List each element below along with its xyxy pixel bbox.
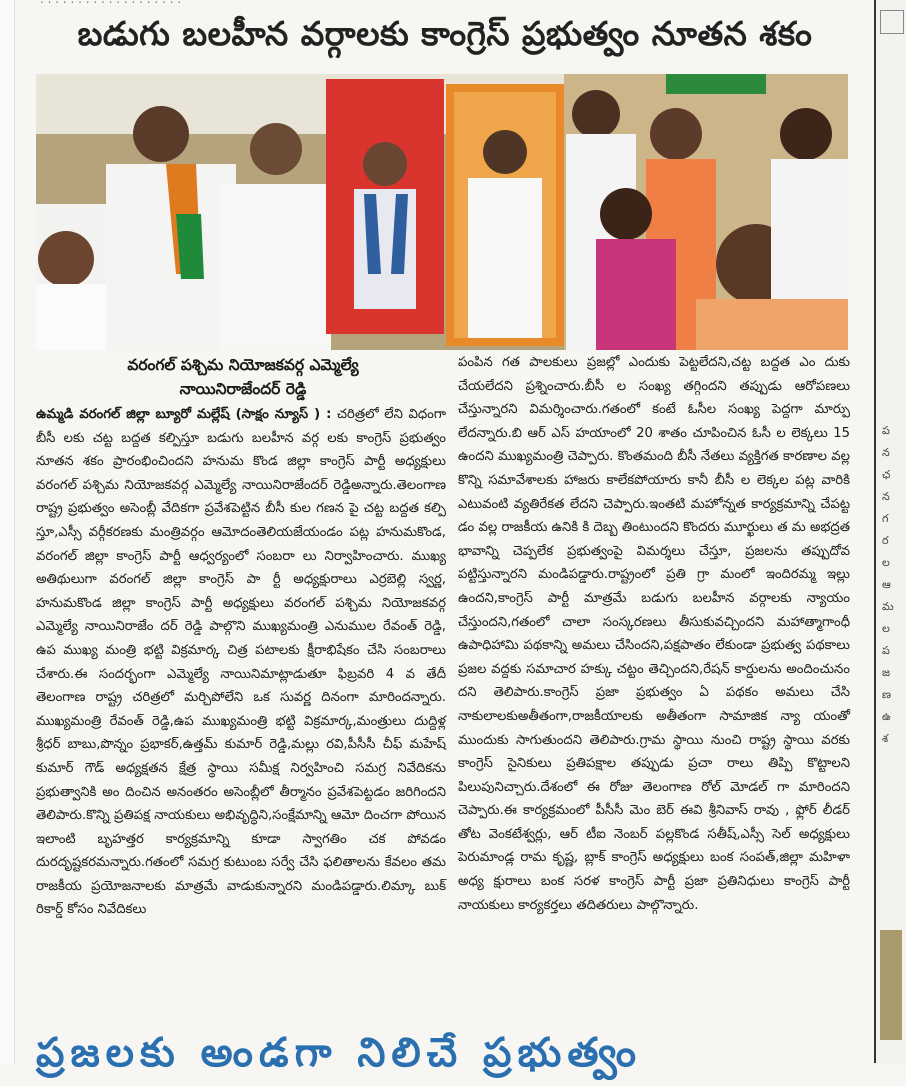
adjacent-photo — [880, 930, 902, 1040]
byline: ఉమ్మడి వరంగల్ జిల్లా బ్యూరో మల్లేష్ (సాక్షం న్యూస్ ) : — [36, 407, 332, 422]
column-1-text: చరిత్రలో లేని విధంగా బీసీ లకు చట్ట బద్దత కల్పిస్తూ బడుగు బలహీన వర్గ లకు కాంగ్రెస్ ప్రభుత్వం నూతన శకం ప్రారంభించిందని హనుమ కొండ జిల్లా కాంగ్రెస్ పార్టీ అధ్యక్షులు వరంగల్ పశ్చిమ నియోజకవర్గ ఎమ్మెల్యే నాయినిరాజేందర్ రెడ్డిఅన్నారు.తెలంగాణ రాష్ట్ర ప్రభుత్వం అసెంబ్లీ వేదికగా ప్రవేశపెట్టిన బీసీ కుల గణన పై చట్ట బద్దత కల్పి స్తూ,ఎస్సీ వర్గీకరణకు మంత్రివర్గం ఆమోదంతెలియజేయండం పట్ల హనుమకొండ, వరంగల్ జిల్లా కాంగ్రెస్ పార్టీ ఆధ్వర్యంలో సంబరా లు నిర్వాహించారు. ముఖ్య అతిథులుగా వరంగల్ జిల్లా కాంగ్రెస్ పా ర్టీ అధ్యక్షురాలు ఎర్రబెల్లి స్వర్ణ, హనుమకొండ జిల్లా కాంగ్రెస్ పార్టీ అధ్యక్షులు వరంగల్ పశ్చిమ నియోజకవర్గ ఎమ్మెల్యే నాయినిరాజేం దర్ రెడ్డి పాల్గొని ముఖ్యమంత్రి ఎనుముల రేవంత్ రెడ్డి, ఉప ముఖ్య మంత్రి భట్టి విక్రమార్క చిత్ర పటాలకు క్షీరాభిషేకం చేసి సంబరాలు చేశారు.ఈ సందర్భంగా ఎమ్మెల్యే నాయినిమాట్లాడుతూ ఫిబ్రవరి 4 వ తేదీ తెలంగాణ రాష్ట్ర చరిత్రలో మర్చిపోలేని ఒక సువర్ణ దినంగా మారిందన్నారు. ముఖ్యమంత్రి రేవంత్ రెడ్డి,ఉప ముఖ్యమంత్రి భట్టి విక్రమార్క,మంత్రులు దుద్దిళ్ల శ్రీధర్ బాబు,పొన్నం ప్రభాకర్,ఉత్తమ్ కుమార్ రెడ్డి,మల్లు రవి,పీసీసీ చీఫ్ మహేష్ కుమార్ గౌడ్ అధ్యక్షతన క్షేత్ర స్థాయి సమీక్ష నిర్వహించి సమగ్ర నివేదికను ప్రభుత్వానికి అం దించిన అనంతరం అసెంబ్లీలో తీర్మానం ప్రవేశపెట్టడం జరిగిందని తెలిపారు.కొన్ని ప్రతిపక్ష నాయకులు అభివృద్ధిని,సంక్షేమాన్ని ఆమో దించగా పోయిన ఇలాంటి బృహత్తర కార్యక్రమాన్ని కూడా స్వాగతిం చక పోవడం దురదృష్టకరమన్నారు.గతంలో సమగ్ర కుటుంబ సర్వే చేసి ఫలితాలను కేవలం తమ రాజకీయ ప్రయోజనాలకు మాత్రమే వాడుకున్నారని మండిపడ్డారు.లిమ్కా బుక్ రికార్డ్ కోసం నివేదికలు — [36, 407, 446, 918]
next-headline-fragment: ప్రజలకు అండగా నిలిచే ప్రభుత్వం — [36, 1030, 642, 1076]
article-column-1 — [36, 403, 446, 1033]
article-column-2 — [458, 351, 850, 1033]
adjacent-article-edge — [874, 0, 906, 1063]
caption-line-1: వరంగల్ పశ్చిమ నియోజకవర్గ ఎమ్మెల్యే — [127, 356, 359, 374]
news-photo — [36, 74, 848, 350]
headline: బడుగు బలహీన వర్గాలకు కాంగ్రెస్ ప్రభుత్వం నూతన శకం — [77, 14, 813, 53]
photo-illustration — [36, 74, 848, 350]
photo-caption — [36, 353, 450, 401]
previous-article-strip — [0, 0, 904, 10]
caption-line-2: నాయినిరాజేందర్ రెడ్డి — [179, 380, 307, 398]
adjacent-image-icon — [880, 10, 904, 34]
adjacent-text-fragment: ప న ఛ న గ ర ల ఆ మ ల ప జ ణ ఉ శ — [882, 424, 894, 745]
column-2-text: పంపిన గత పాలకులు ప్రజల్లో ఎందుకు పెట్టలేదని,చట్ట బద్దత ఎం దుకు చేయలేదని ప్రశ్నించారు.బీసీ ల సంఖ్య తగ్గిందని తప్పుడు ఆరోపణలు చేస్తున్నారని విమర్శించారు.గతంలో కంటే ఓసీల సంఖ్య పెద్దగా మార్పు లేదన్నారు.బి ఆర్ ఎస్ హయాంలో 20 శాతం చూపించిన ఓసీ ల లెక్కలు 15 ఉందని ముఖ్యమంత్రి చెప్పారు. కొంతమంది బీసీ నేతలు వ్యక్తిగత కారణాల వల్ల కొన్ని సమావేశాలకు హాజరు కాలేకపోయారు కానీ బీసీ ల లెక్కల పట్ల వారికి ఎటువంటి వ్యతిరేకత లేదని చెప్పారు.ఇంతటి మహోన్నత కార్యక్రమాన్ని చేపట్ట డం వల్ల రాజకీయ ఉనికి కి దెబ్బ తింటుందని కొందరు మూర్ఖులు త మ అభద్రత భావాన్ని చెప్పలేక ప్రభుత్వంపై విమర్శలు చేస్తూ, ప్రజలను తప్పుదోవ పట్టిస్తున్నారని మండిపడ్డారు.రాష్ట్రంలో ప్రతి గ్రా మంలో ఇందిరమ్మ ఇల్లు ఉందని,కాంగ్రెస్ పార్టీ మాత్రమే బడుగు బలహీన వర్గాలకు న్యాయం చేస్తుందని,గతంలో చాలా సంస్కరణలు తీసుకువచ్చిందని మహాత్మాగాంధీ ఉపాధిహామి పథకాన్ని అమలు చేసిందని,పక్షపాతం లేకుండా ప్రభుత్వ పథకాలు ప్రజల వద్దకు సమాచార హక్కు చట్టం తెచ్చిందని,రేషన్ కార్డులను అందించునం దని తెలిపారు.కాంగ్రెస్ ప్రజా ప్రభుత్వం ఏ పథకం అమలు చేసి నాకులాలకుఅతీతంగా,రాజకీయాలకు అతీతంగా సామాజిక న్యా యంతో ముందుకు సాగుతుందని తెలిపారు.గ్రామ స్థాయి నుంచి రాష్ట్ర స్థాయి వరకు కాంగ్రెస్ సైనికులు ప్రతిపక్షాల తప్పుడు ప్రచా రాలు తిప్పి కొట్టాలని పిలుపునిచ్చారు.దేశంలో ఈ రోజు తెలంగాణ రోల్ మోడల్ గా మారిందని చెప్పారు.ఈ కార్యక్రమంలో పీసీసీ మెం బెర్ ఈవి శ్రీనివాస్ రావు , ఫ్లోర్ లీడర్ తోట వెంకటేశ్వర్లు, ఆర్ టీఐ నెంబర్ పల్లకొండ సతీష్,ఎస్సీ సెల్ అధ్యక్షులు పెరుమాండ్ల రామ కృష్ణ, బ్లాక్ కాంగ్రెస్ అధ్యక్షులు బంక సంపత్,జిల్లా మహిళా అధ్య క్షురాలు బంక సరళ కాంగ్రెస్ పార్టీ ప్రజా ప్రతినిధులు కాంగ్రెస్ పార్టీ నాయకులు కార్యకర్తలు తదితరులు పాల్గొన్నారు. — [458, 355, 850, 913]
left-margin — [0, 0, 15, 1063]
